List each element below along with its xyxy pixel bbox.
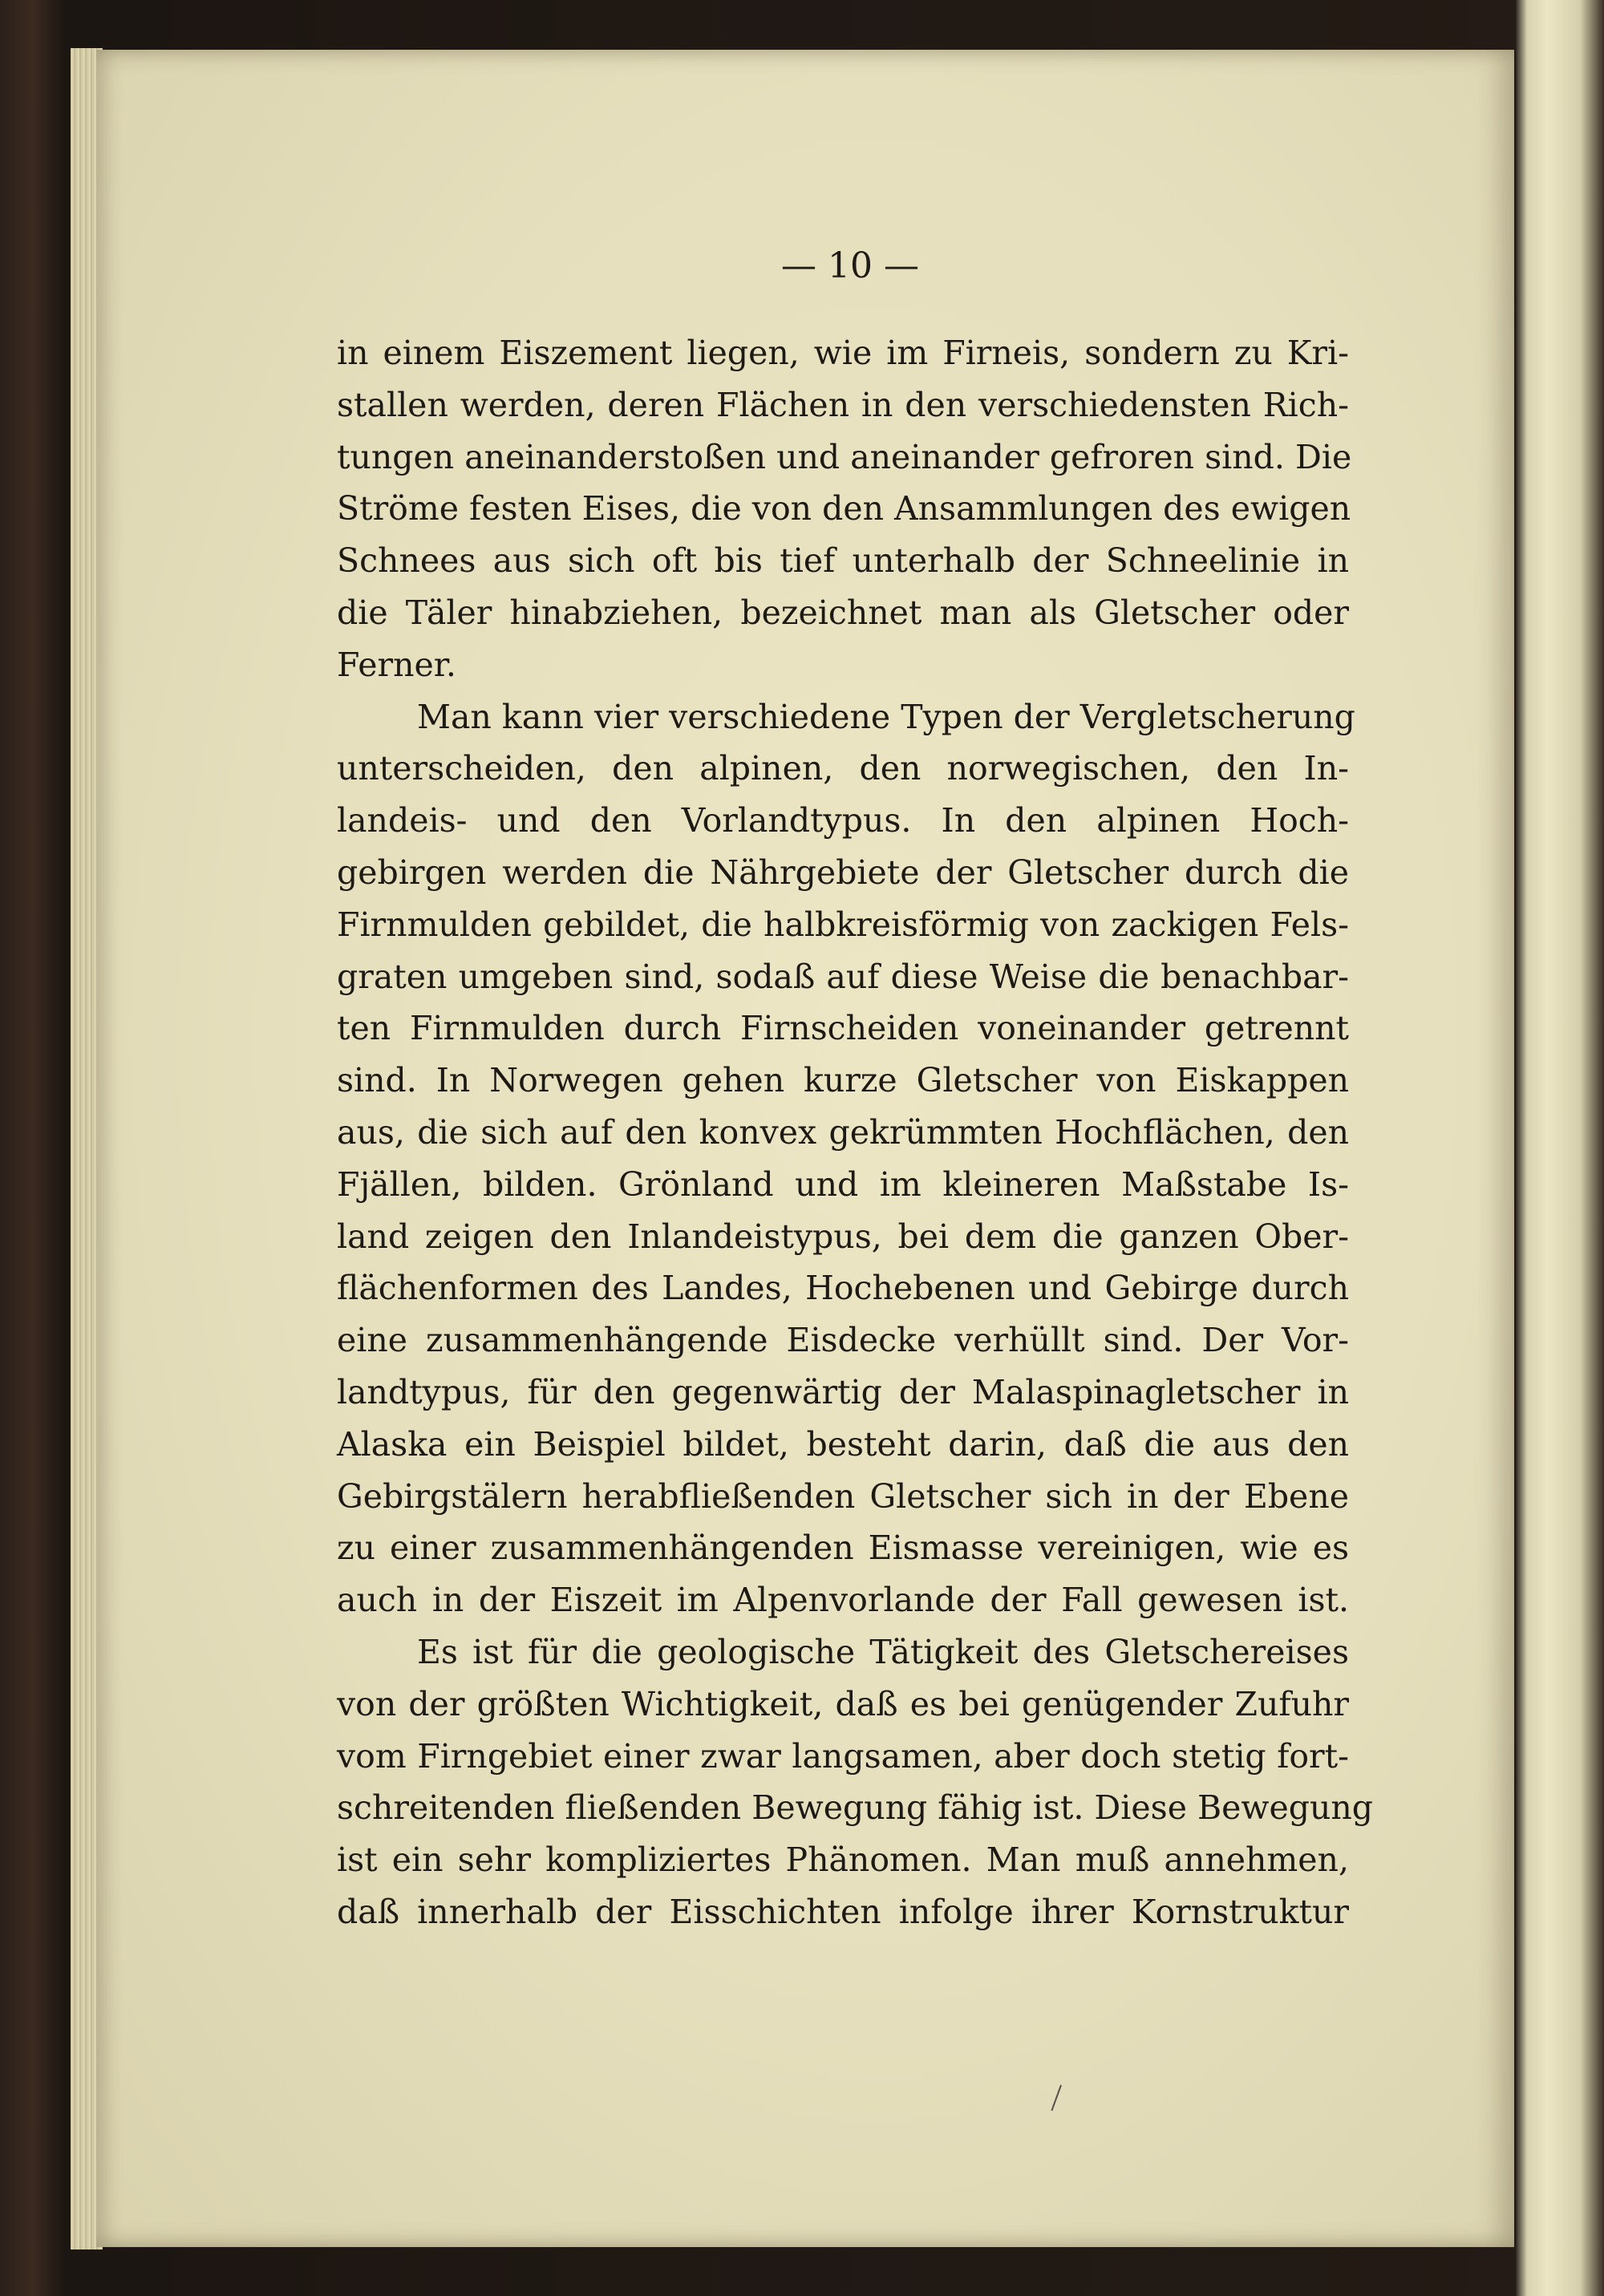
text-line: von der größten Wichtigkeit, daß es bei genügender Zufuhr — [337, 1684, 1349, 1723]
text-line: graten umgeben sind, sodaß auf diese Weise die benachbar- — [337, 957, 1349, 996]
text-line: flächenformen des Landes, Hochebenen und Gebirge durch — [337, 1269, 1349, 1308]
text-line: landtypus, für den gegenwärtig der Malaspinagletscher in — [337, 1372, 1349, 1411]
text-line: daß innerhalb der Eisschichten infolge ihrer Kornstruktur — [337, 1892, 1349, 1931]
body-text — [337, 327, 1374, 1938]
text-line: Gebirgstälern herabfließenden Gletscher sich in der Ebene — [337, 1476, 1349, 1516]
paragraph-start: Es ist für die geologische Tätigkeit des Gletschereises — [417, 1632, 1349, 1671]
text-line: land zeigen den Inlandeistypus, bei dem die ganzen Ober- — [337, 1217, 1349, 1256]
text-line: Ströme festen Eises, die von den Ansammlungen des ewigen — [337, 489, 1351, 528]
text-line: ist ein sehr kompliziertes Phänomen. Man muß annehmen, — [337, 1840, 1349, 1880]
text-line: vom Firngebiet einer zwar langsamen, aber doch stetig fort- — [337, 1736, 1349, 1776]
text-line: Firnmulden gebildet, die halbkreisförmig von zackigen Fels- — [337, 905, 1349, 944]
text-line: die Täler hinabziehen, bezeichnet man als Gletscher oder — [337, 593, 1349, 632]
book-cover-edge — [1516, 0, 1604, 2296]
text-line: gebirgen werden die Nährgebiete der Gletscher durch die — [337, 852, 1349, 892]
paragraph-start: Man kann vier verschiedene Typen der Vergletscherung — [417, 697, 1355, 736]
text-line: aus, die sich auf den konvex gekrümmten Hochflächen, den — [337, 1112, 1349, 1152]
text-line: Ferner. — [337, 645, 456, 684]
text-line: in einem Eiszement liegen, wie im Firneis, sondern zu Kri- — [337, 334, 1349, 372]
text-line: zu einer zusammenhängenden Eismasse vereinigen, wie es — [337, 1529, 1349, 1568]
text-line: auch in der Eiszeit im Alpenvorlande der Fall gewesen ist. — [337, 1581, 1349, 1620]
text-line: schreitenden fließenden Bewegung fähig ist. Diese Bewegung — [337, 1788, 1374, 1828]
text-line: tungen aneinanderstoßen und aneinander gefroren sind. Die — [337, 437, 1352, 476]
text-line: Schnees aus sich oft bis tief unterhalb der Schneelinie in — [337, 541, 1349, 581]
text-line: ten Firnmulden durch Firnscheiden voneinander getrennt — [337, 1009, 1349, 1048]
text-line: Fjällen, bilden. Grönland und im kleineren Maßstabe Is- — [337, 1164, 1349, 1204]
text-line: unterscheiden, den alpinen, den norwegischen, den In- — [337, 749, 1349, 788]
text-line: stallen werden, deren Flächen in den verschiedensten Rich- — [337, 385, 1349, 424]
text-line: eine zusammenhängende Eisdecke verhüllt sind. Der Vor- — [337, 1321, 1349, 1360]
page-number: — 10 — — [781, 245, 919, 286]
text-line: landeis- und den Vorlandtypus. In den alpinen Hoch- — [337, 801, 1349, 840]
text-line: Alaska ein Beispiel bildet, besteht darin, daß die aus den — [337, 1424, 1349, 1464]
text-line: sind. In Norwegen gehen kurze Gletscher von Eiskappen — [337, 1061, 1349, 1100]
